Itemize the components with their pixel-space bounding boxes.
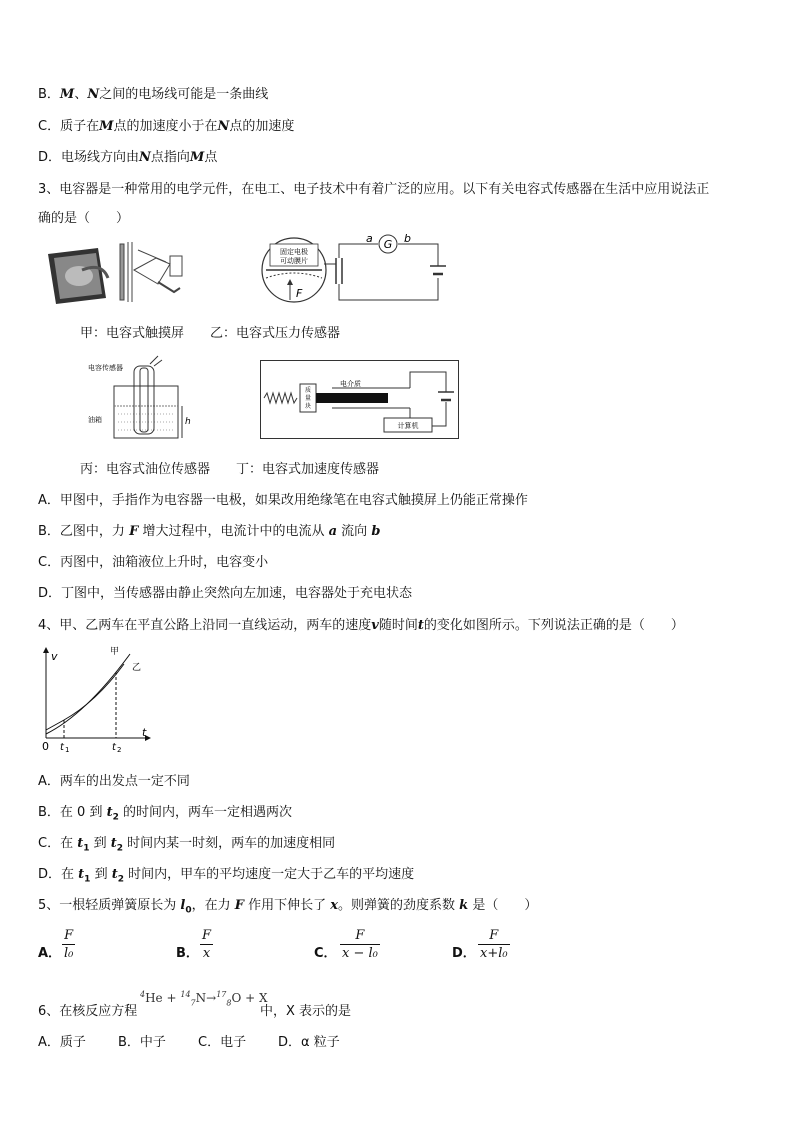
q5-option-b-fraction: F x (202, 928, 212, 961)
jia-label: 甲 (110, 647, 120, 657)
curve-jia (46, 664, 124, 730)
t2-subscript: 2 (117, 746, 122, 754)
q5-option-c-fraction: F x − l₀ (342, 928, 378, 961)
oil-level-sensor-figure (88, 354, 198, 442)
acceleration-sensor-figure (260, 360, 460, 440)
q3-option-b: B．乙图中，力 F 增大过程中，电流计中的电流从 a 流向 b (38, 524, 381, 539)
q3-option-d: D．丁图中，当传感器由静止突然向左加速，电容器处于充电状态 (38, 586, 413, 601)
q5-option-a-label: A． (38, 946, 62, 961)
dielectric-label: 电介质 (340, 380, 361, 388)
q5-option-b-label: B． (176, 946, 199, 961)
q4-option-a: A．两车的出发点一定不同 (38, 774, 190, 789)
q4-stem: 4、甲、乙两车在平直公路上沿同一直线运动，两车的速度v随时间t的变化如图所示。下列说法正确的是（ ） (38, 618, 684, 633)
q6-stem-suffix: 中，X 表示的是 (260, 1004, 352, 1019)
q5-option-d-fraction: F x+l₀ (480, 928, 508, 961)
caption-jia-yi: 甲：电容式触摸屏 乙：电容式压力传感器 (80, 326, 341, 341)
force-label: F (296, 287, 303, 300)
computer-label: 计算机 (397, 422, 419, 430)
q5-option-d-label: D． (452, 946, 476, 961)
q4-option-c: C．在 $t_1$ 到 $t_2$ 时间内某一时刻，两车的加速度相同 (38, 836, 336, 854)
curve-yi (46, 654, 130, 734)
movable-membrane-label: 可动膜片 (280, 257, 308, 265)
q5-stem: 5、一根轻质弹簧原长为 $l_0$，在力 F 作用下伸长了 x。则弹簧的劲度系数 k 是（ ） (38, 898, 538, 916)
t1-subscript: 1 (65, 746, 70, 754)
q5-option-a-fraction: F l₀ (64, 928, 74, 961)
nuclear-equation: $^4$He + $^{14}_7$N→$^{17}_8$O + X (140, 990, 268, 1008)
fixed-electrode-label: 固定电极 (280, 248, 308, 256)
velocity-time-graph (36, 644, 156, 756)
galvanometer-label: G (383, 238, 393, 251)
q2-option-b: B．M、N之间的电场线可能是一条曲线 (38, 87, 269, 102)
pressure-sensor-figure (256, 234, 446, 306)
mass-char-3: 块 (304, 403, 312, 410)
q3-option-c: C．丙图中，油箱液位上升时，电容变小 (38, 555, 269, 570)
q2-option-d: D．电场线方向由N点指向M点 (38, 150, 218, 165)
point-a-label: a (366, 234, 373, 245)
q6-option-b: B．中子 (118, 1035, 166, 1050)
capacitor-sensor-label: 电容传感器 (88, 364, 123, 372)
q3-stem-line2: 确的是（ ） (38, 211, 130, 226)
q4-option-d: D．在 $t_1$ 到 $t_2$ 时间内，甲车的平均速度一定大于乙车的平均速度 (38, 867, 415, 885)
q6-option-a: A．质子 (38, 1035, 86, 1050)
point-b-label: b (404, 234, 411, 245)
mass-char-2: 量 (304, 395, 312, 402)
q6-stem-prefix: 6、在核反应方程 (38, 1004, 138, 1019)
q3-stem-line1: 3、电容器是一种常用的电学元件，在电工、电子技术中有着广泛的应用。以下有关电容式传感器在生活中应用说法正 (38, 182, 710, 197)
tablet-image (48, 248, 108, 304)
touch-layers-diagram (120, 242, 182, 302)
q3-option-a: A．甲图中，手指作为电容器一电极，如果改用绝缘笔在电容式触摸屏上仍能正常操作 (38, 493, 528, 508)
caption-bing-ding: 丙：电容式油位传感器 丁：电容式加速度传感器 (80, 462, 380, 477)
q6-option-c: C．电子 (198, 1035, 247, 1050)
q2-option-c: C．质子在M点的加速度小于在N点的加速度 (38, 119, 295, 134)
touchscreen-figure (46, 240, 196, 306)
height-label: h (185, 417, 191, 427)
v-axis-label: v (51, 650, 58, 663)
yi-label: 乙 (132, 663, 142, 673)
t-axis-label: t (142, 726, 147, 739)
t2-label: t (112, 742, 116, 753)
q6-option-d: D．α 粒子 (278, 1035, 340, 1050)
origin-label: 0 (42, 740, 49, 753)
q5-option-c-label: C． (314, 946, 337, 961)
t1-label: t (60, 742, 64, 753)
mass-char-1: 质 (304, 387, 312, 394)
oil-tank-label: 油箱 (88, 416, 102, 424)
q4-option-b: B．在 0 到 $t_2$ 的时间内，两车一定相遇两次 (38, 805, 293, 823)
